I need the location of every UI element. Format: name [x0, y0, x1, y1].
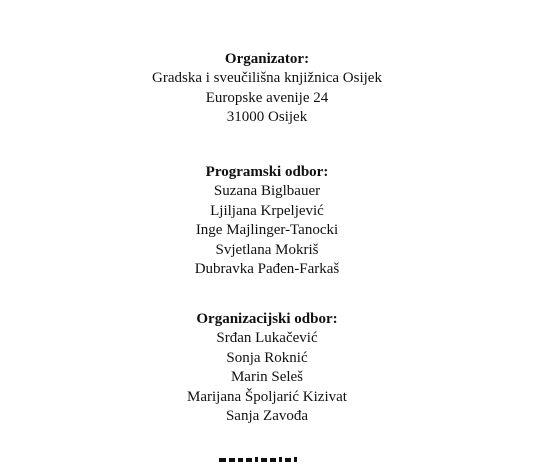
programski-odbor-member: Svjetlana Mokriš	[215, 241, 319, 258]
organizacijski-odbor-member: Marijana Špoljarić Kizivat	[187, 388, 347, 405]
organizator-street: Europske avenije 24	[205, 89, 329, 106]
programski-odbor-member: Ljiljana Krpeljević	[210, 202, 324, 219]
programski-odbor-section	[0, 163, 534, 280]
organizacijski-odbor-member: Sanja Zavođa	[225, 408, 309, 424]
programski-odbor-member: Inge Majlinger-Tanocki	[195, 222, 339, 238]
organizator-heading: Organizator:	[224, 51, 310, 67]
programski-odbor-member: Dubravka Pađen-Farkaš	[194, 261, 340, 277]
organizacijski-odbor-member: Srđan Lukačević	[216, 330, 318, 346]
cut-off-text-fragment	[217, 452, 317, 462]
programski-odbor-member: Suzana Biglbauer	[213, 183, 321, 199]
cut-off-heading-fragment	[0, 452, 534, 462]
organizacijski-odbor-member: Sonja Roknić	[226, 349, 308, 366]
organizacijski-odbor-member: Marin Seleš	[230, 369, 304, 385]
organizator-name: Gradska i sveučilišna knjižnica Osijek	[152, 70, 382, 86]
organizacijski-odbor-heading: Organizacijski odbor:	[196, 311, 338, 327]
organizacijski-odbor-section	[0, 310, 534, 427]
organizator-section	[0, 50, 534, 128]
organizator-city: 31000 Osijek	[226, 109, 308, 125]
programski-odbor-heading: Programski odbor:	[205, 164, 329, 180]
